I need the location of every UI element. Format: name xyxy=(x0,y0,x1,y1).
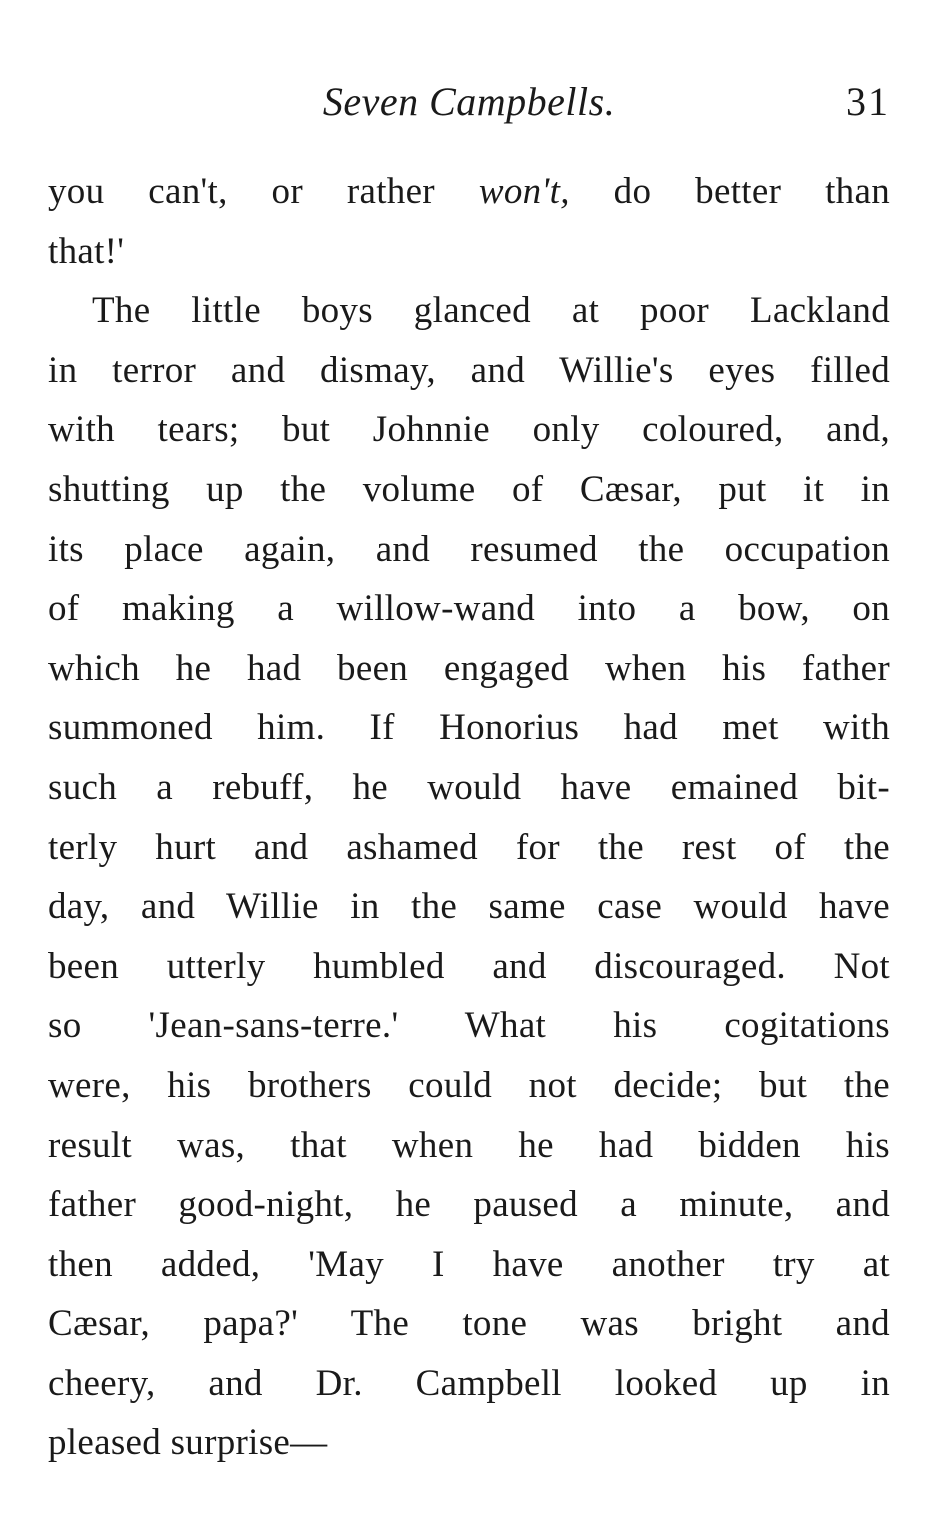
running-title: Seven Campbells. xyxy=(322,79,616,124)
running-head xyxy=(48,72,890,132)
text-line: shutting up the volume of Cæsar, put it in xyxy=(48,468,890,510)
text-line: that!' xyxy=(48,230,125,272)
page-number: 31 xyxy=(846,79,890,124)
text-line xyxy=(48,162,890,222)
text-line: been utterly humbled and discouraged. Not xyxy=(48,945,890,987)
text-line: result was, that when he had bidden his xyxy=(48,1124,890,1166)
text-line: terly hurt and ashamed for the rest of the xyxy=(48,826,890,868)
text-line: which he had been engaged when his father xyxy=(48,647,890,689)
text-line: Cæsar, papa?' The tone was bright and xyxy=(48,1303,890,1345)
text-segment: you can't, or rather xyxy=(48,171,479,212)
text-line: father good-night, he paused a minute, and xyxy=(48,1184,890,1226)
text-line: such a rebuff, he would have emained bit- xyxy=(48,766,890,808)
text-line: its place again, and resumed the occupation xyxy=(48,528,890,570)
text-line: day, and Willie in the same case would have xyxy=(48,886,890,928)
text-line: with tears; but Johnnie only coloured, and, xyxy=(48,409,890,451)
body-text xyxy=(48,162,890,1473)
text-line: in terror and dismay, and Willie's eyes filled xyxy=(48,349,890,391)
text-line: cheery, and Dr. Campbell looked up in xyxy=(48,1362,890,1404)
text-line: summoned him. If Honorius had met with xyxy=(48,707,890,749)
text-line: of making a willow-wand into a bow, on xyxy=(48,588,890,630)
italic-word: won't, xyxy=(478,171,570,212)
text-line: were, his brothers could not decide; but the xyxy=(48,1064,890,1106)
paragraph-first-line: The little boys glanced at poor Lackland xyxy=(92,290,890,332)
text-segment: do better than xyxy=(569,171,890,212)
text-line: pleased surprise— xyxy=(48,1422,328,1464)
text-line: then added, 'May I have another try at xyxy=(48,1243,890,1285)
text-line: so 'Jean-sans-terre.' What his cogitations xyxy=(48,1005,890,1047)
